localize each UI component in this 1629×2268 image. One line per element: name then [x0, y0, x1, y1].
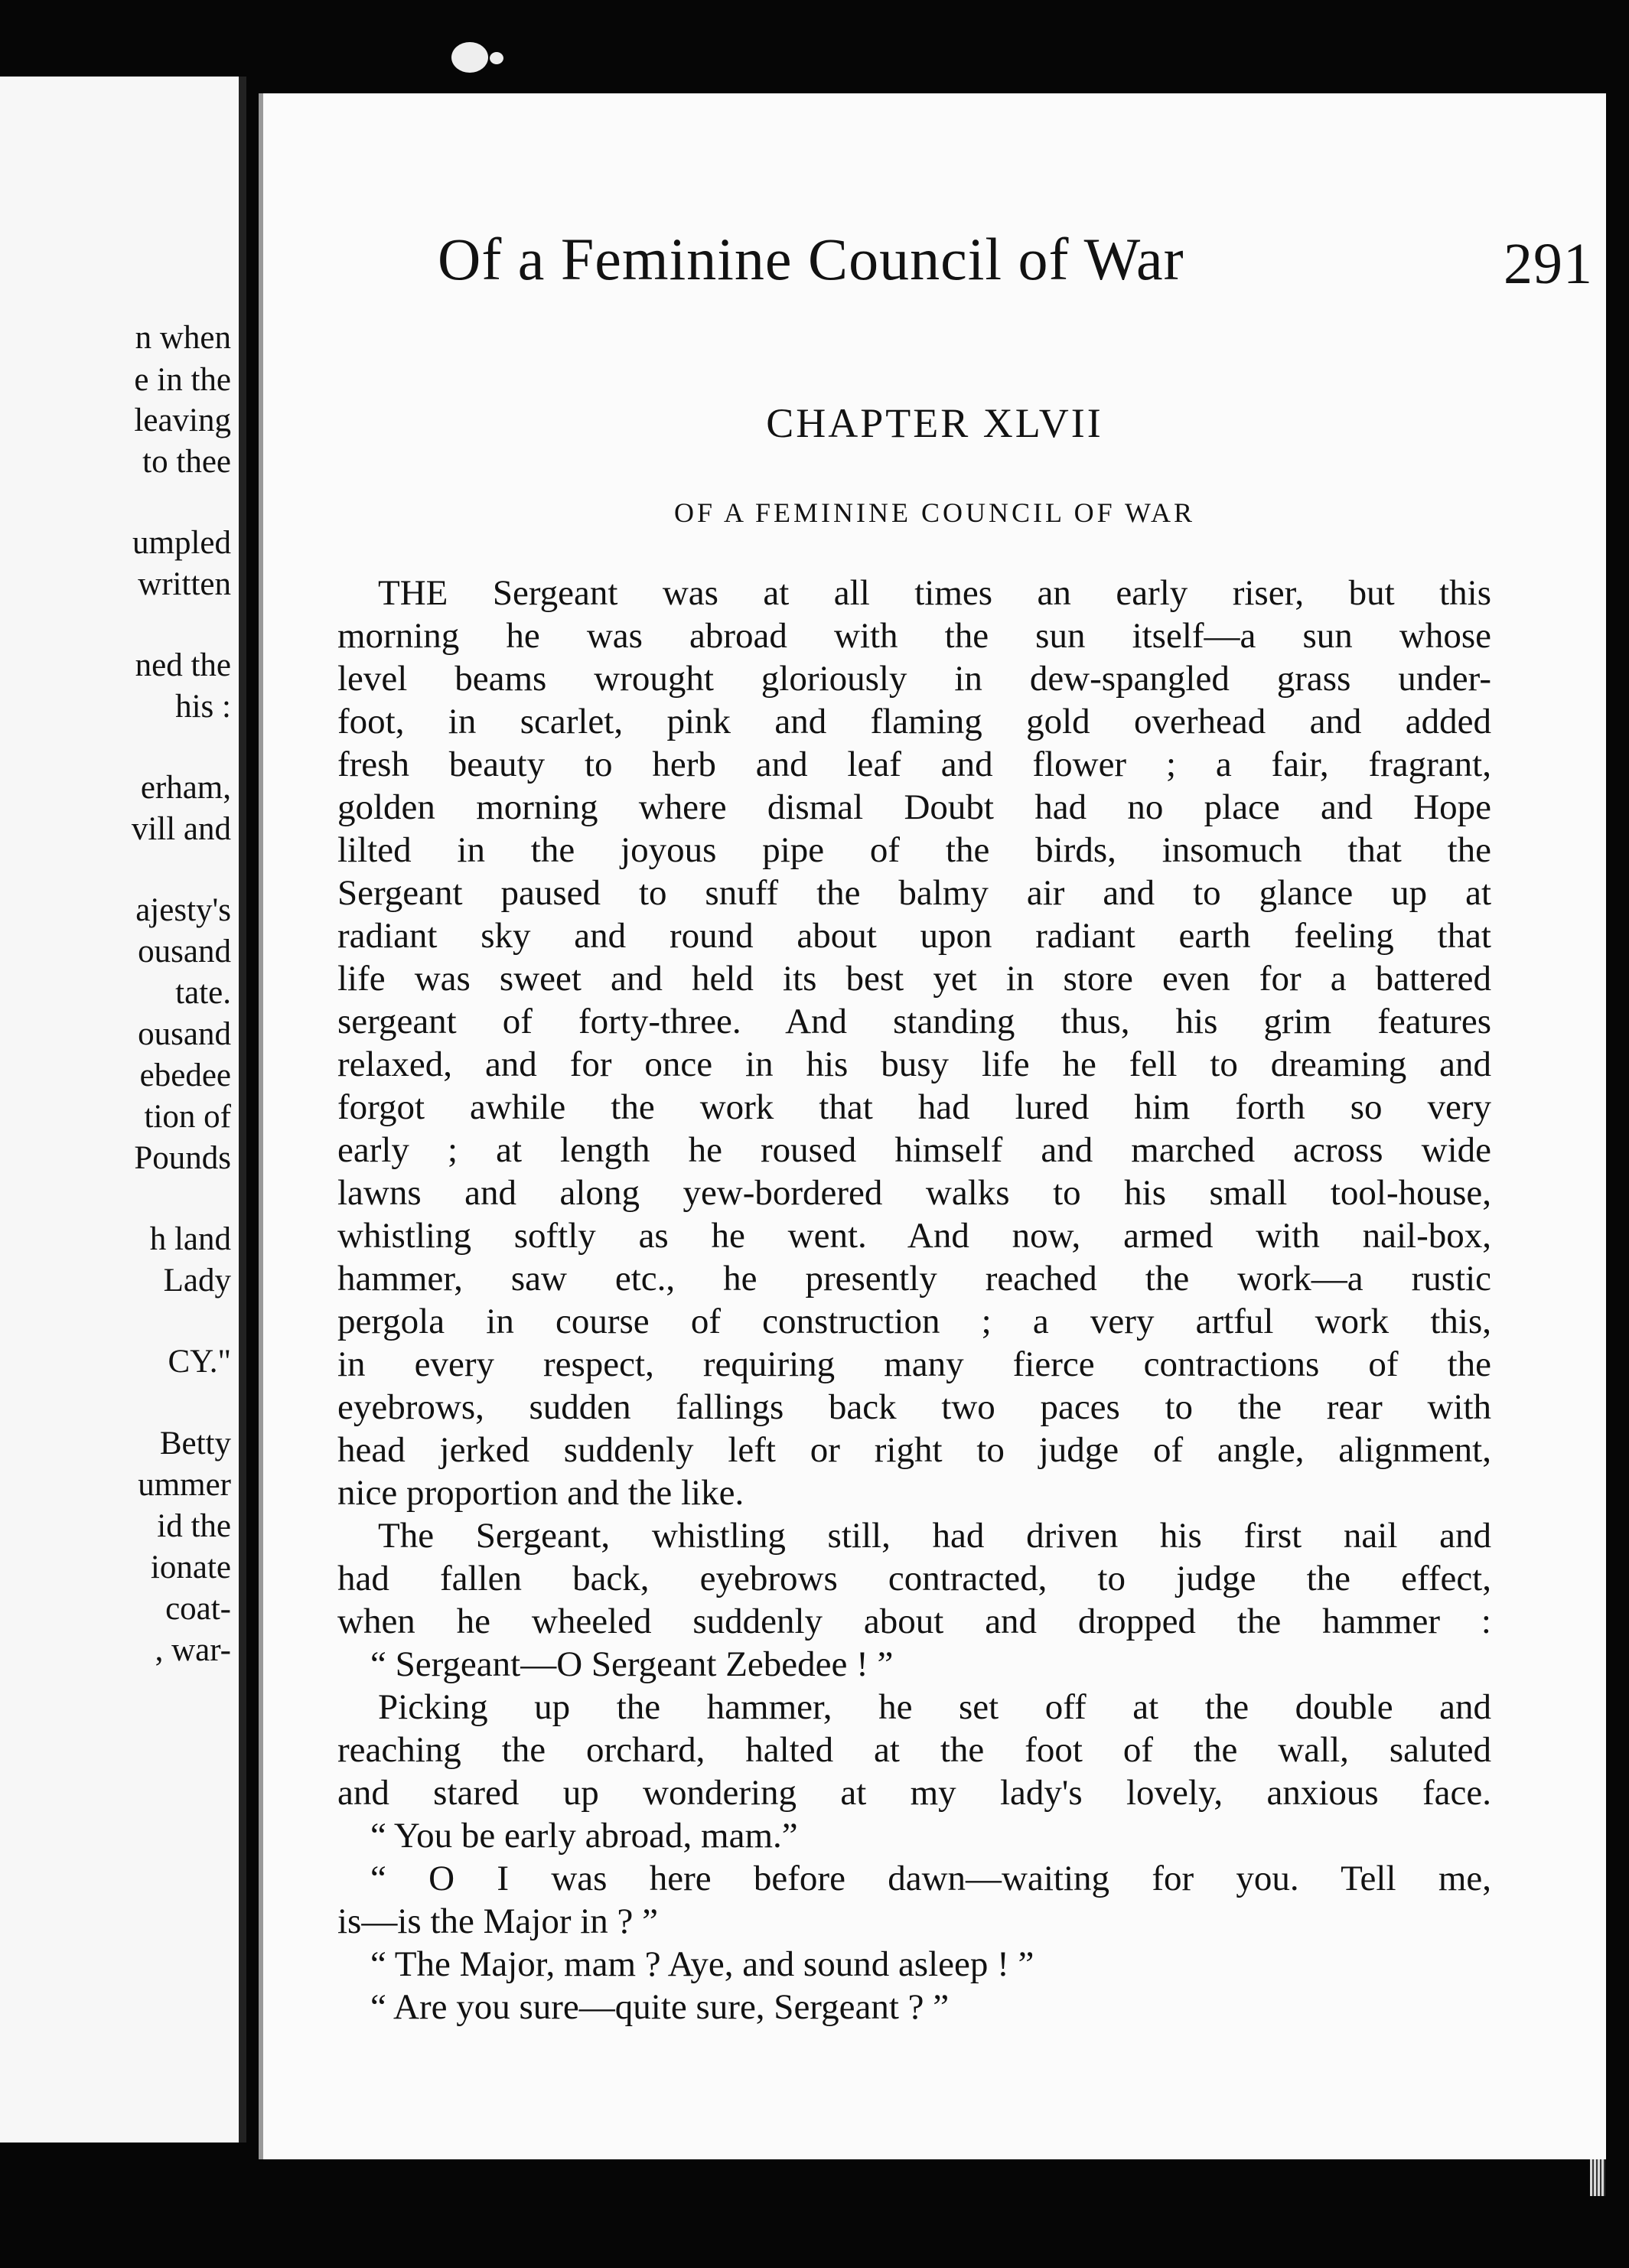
body-line: hammer, saw etc., he presently reached the work—a rustic [337, 1259, 1491, 1299]
left-page-line: Betty [159, 1426, 231, 1461]
body-line: is—is the Major in ? ” [337, 1901, 659, 1941]
left-page-line: CY." [168, 1344, 231, 1380]
body-line: morning he was abroad with the sun itself—a sun whose [337, 616, 1491, 656]
body-line: life was sweet and held its best yet in store even for a battered [337, 959, 1491, 999]
body-line: “ The Major, mam ? Aye, and sound asleep ! ” [370, 1944, 1034, 1984]
body-line: early ; at length he roused himself and marched across wide [337, 1130, 1491, 1170]
left-page-line: to thee [142, 444, 231, 480]
body-line: THE Sergeant was at all times an early riser, but this [378, 573, 1491, 613]
left-page-line: tate. [175, 975, 231, 1011]
body-line: lawns and along yew-bordered walks to his small tool-house, [337, 1173, 1491, 1213]
left-page-line: ousand [138, 1016, 231, 1052]
body-line: pergola in course of construction ; a very artful work this, [337, 1302, 1491, 1341]
left-page-line: ned the [135, 647, 231, 683]
left-page-line: leaving [134, 402, 231, 438]
body-line: “ Sergeant—O Sergeant Zebedee ! ” [370, 1644, 894, 1684]
body-line: radiant sky and round about upon radiant earth feeling that [337, 916, 1491, 956]
left-page-line: Lady [163, 1263, 231, 1299]
body-line: level beams wrought gloriously in dew-spangled grass under- [337, 659, 1491, 699]
body-line: when he wheeled suddenly about and dropped the hammer : [337, 1602, 1491, 1641]
body-line: had fallen back, eyebrows contracted, to judge the effect, [337, 1559, 1491, 1598]
left-page-line: written [138, 566, 231, 602]
left-page-line: ionate [150, 1549, 231, 1585]
left-page-line: e in the [134, 362, 231, 398]
chapter-title: OF A FEMININE COUNCIL OF WAR [673, 497, 1196, 528]
page-number: 291 [1504, 232, 1593, 296]
left-page-line: coat- [165, 1591, 231, 1627]
body-line: whistling softly as he went. And now, armed with nail-box, [337, 1216, 1491, 1256]
body-line: Sergeant paused to snuff the balmy air and to glance up at [337, 873, 1491, 913]
chapter-number: CHAPTER XLVII [766, 400, 1103, 446]
left-page-line: ajesty's [135, 892, 231, 928]
body-line: “ Are you sure—quite sure, Sergeant ? ” [370, 1987, 950, 2027]
body-line: nice proportion and the like. [337, 1473, 744, 1513]
running-title: Of a Feminine Council of War [438, 226, 1184, 292]
left-page-line: ousand [138, 934, 231, 969]
left-page-line: Pounds [134, 1140, 231, 1176]
body-line: forgot awhile the work that had lured him forth so very [337, 1087, 1491, 1127]
body-line: sergeant of forty-three. And standing thus, his grim features [337, 1002, 1491, 1041]
body-line: head jerked suddenly left or right to judge of angle, alignment, [337, 1430, 1491, 1470]
left-page-line: , war- [155, 1632, 231, 1668]
left-page-line: erham, [140, 770, 231, 806]
left-page-line: his : [175, 689, 231, 725]
body-line: eyebrows, sudden fallings back two paces to the rear with [337, 1387, 1491, 1427]
left-page-line: id the [157, 1508, 231, 1544]
dust-speck [451, 42, 488, 73]
body-line: “ You be early abroad, mam.” [370, 1816, 798, 1856]
left-page-line: ebedee [139, 1057, 231, 1093]
left-page-line: tion of [144, 1099, 231, 1135]
left-page-line: h land [149, 1221, 231, 1257]
body-line: relaxed, and for once in his busy life he fell to dreaming and [337, 1044, 1491, 1084]
body-line: reaching the orchard, halted at the foot of the wall, saluted [337, 1730, 1491, 1770]
body-line: “ O I was here before dawn—waiting for you. Tell me, [370, 1859, 1491, 1898]
left-page-line: ummer [138, 1467, 231, 1503]
left-page-line: n when [135, 320, 231, 356]
body-line: lilted in the joyous pipe of the birds, insomuch that the [337, 830, 1491, 870]
dust-speck [490, 52, 503, 64]
right-page [259, 93, 1606, 2159]
left-page-line: umpled [132, 525, 231, 561]
body-line: in every respect, requiring many fierce contractions of the [337, 1344, 1491, 1384]
body-line: fresh beauty to herb and leaf and flower ; a fair, fragrant, [337, 745, 1491, 784]
body-line: Picking up the hammer, he set off at the double and [378, 1687, 1491, 1727]
body-line: foot, in scarlet, pink and flaming gold overhead and added [337, 702, 1491, 741]
body-line: golden morning where dismal Doubt had no place and Hope [337, 787, 1491, 827]
body-line: and stared up wondering at my lady's lovely, anxious face. [337, 1773, 1491, 1813]
left-page-line: vill and [131, 811, 231, 847]
left-page [0, 77, 246, 2143]
body-line: The Sergeant, whistling still, had driven his first nail and [378, 1516, 1491, 1556]
